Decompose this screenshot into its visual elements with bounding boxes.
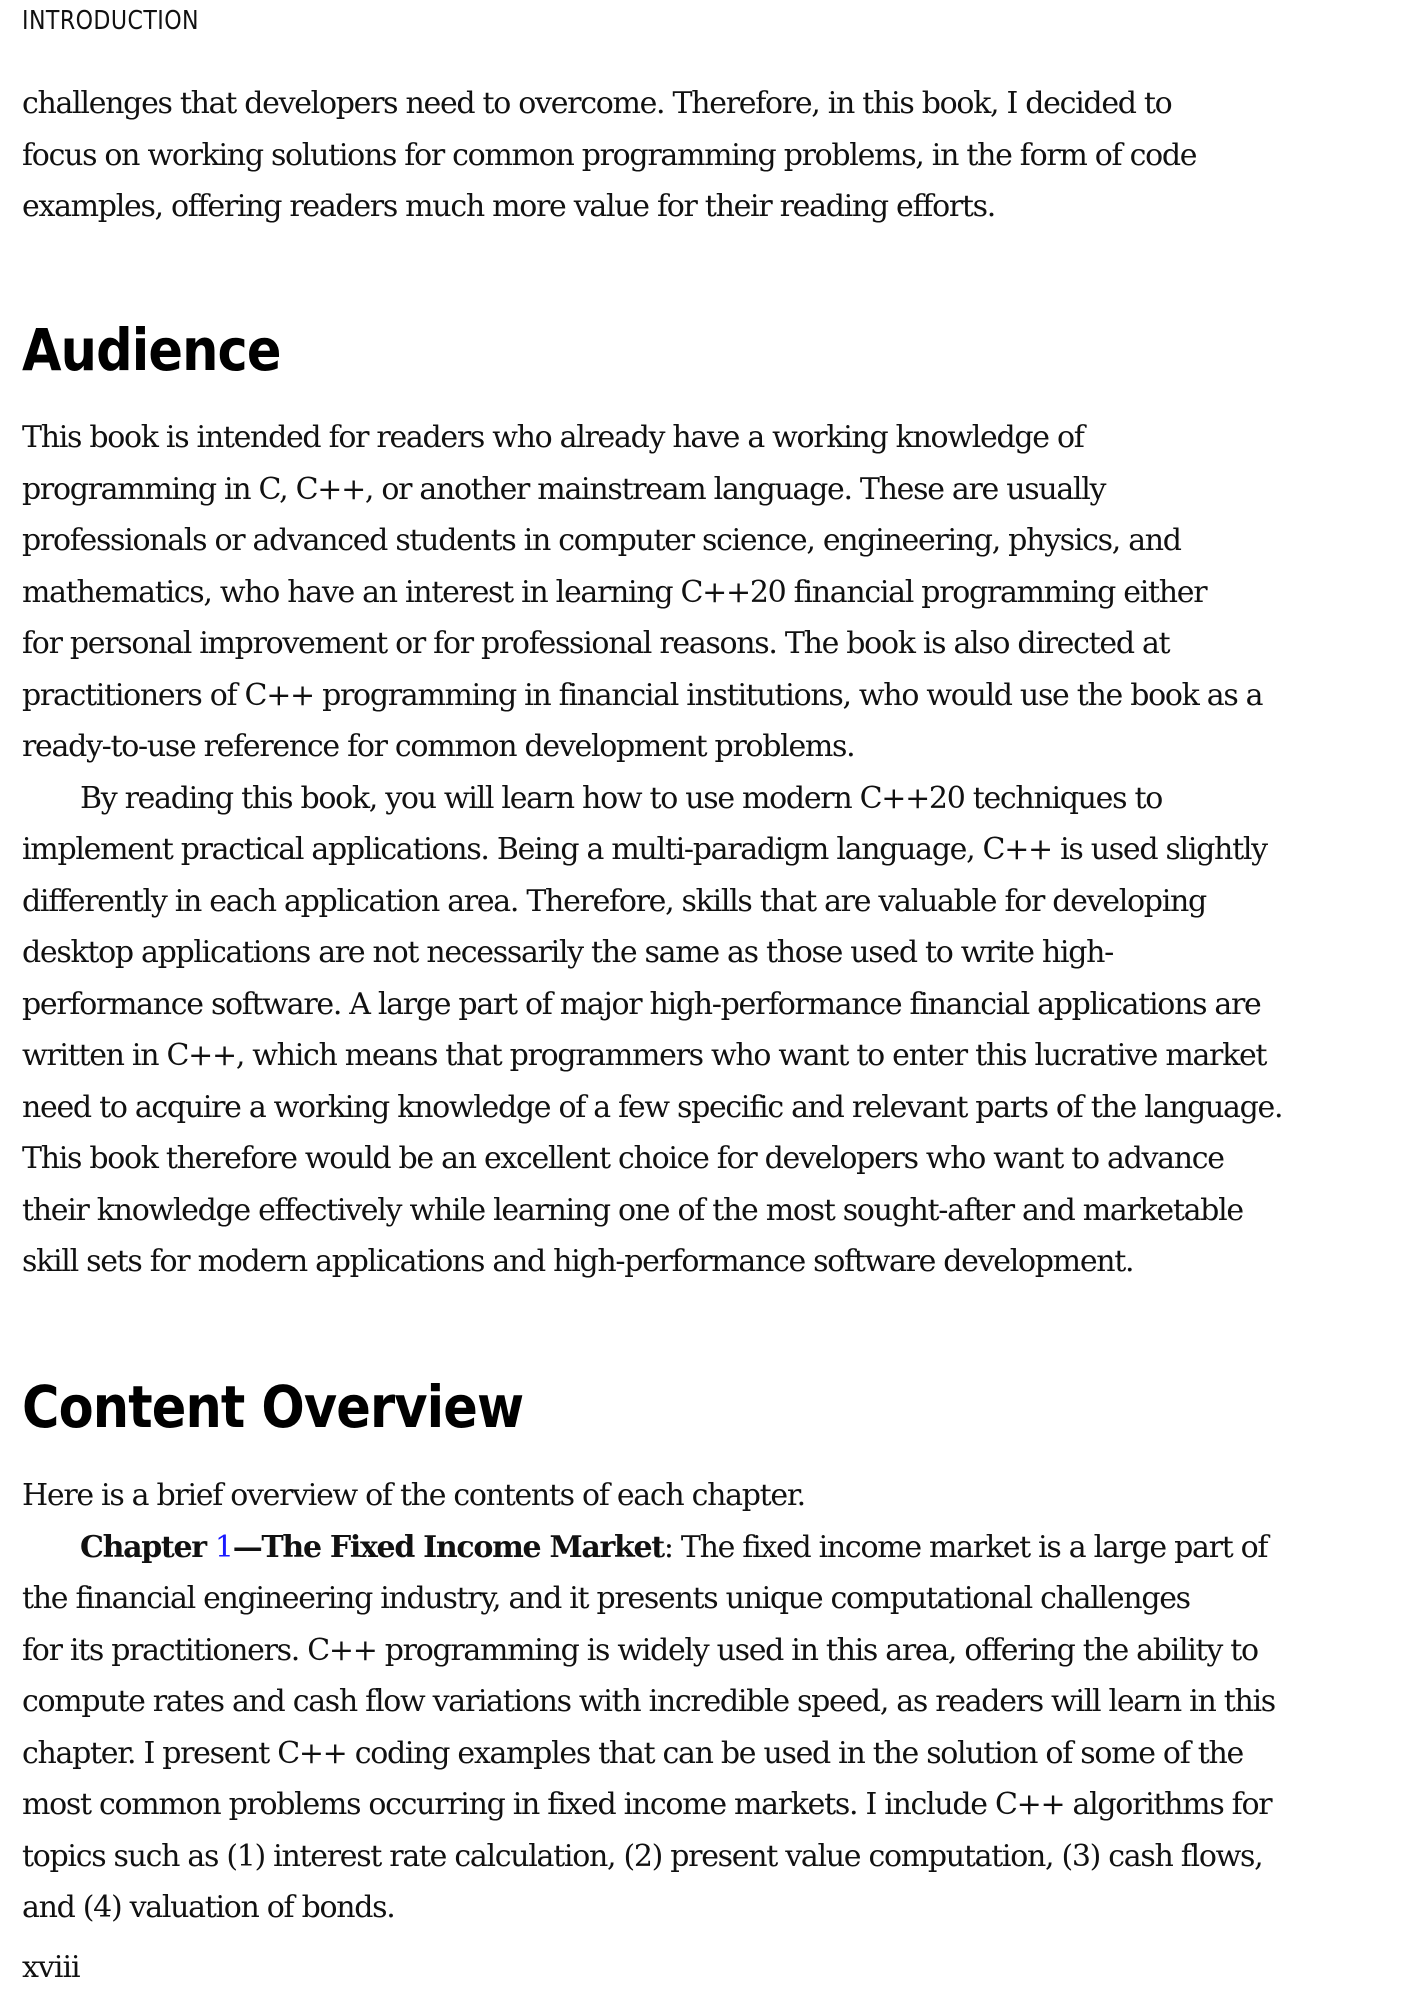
text-line: ready-to-use reference for common development problems.: [22, 729, 855, 764]
text-line: for personal improvement or for professional reasons. The book is also directed at: [22, 626, 1170, 661]
content-overview-heading: Content Overview: [22, 1373, 524, 1441]
running-head: INTRODUCTION: [22, 6, 199, 36]
text-line: the financial engineering industry, and it presents unique computational challenges: [22, 1581, 1190, 1616]
text-line: implement practical applications. Being a multi-paradigm language, C++ is used slightly: [22, 832, 1267, 867]
text-line: differently in each application area. Therefore, skills that are valuable for developing: [22, 883, 1206, 919]
text-line: professionals or advanced students in computer science, engineering, physics, and: [22, 523, 1181, 558]
text-line: and (4) valuation of bonds.: [22, 1890, 395, 1925]
text-line: examples, offering readers much more value for their reading efforts.: [22, 189, 996, 224]
text-line: This book is intended for readers who already have a working knowledge of: [22, 420, 1084, 455]
text-line: programming in C, C++, or another mainstream language. These are usually: [22, 471, 1106, 507]
text-line: most common problems occurring in fixed income markets. I include C++ algorithms for: [22, 1787, 1272, 1822]
text-line: written in C++, which means that programmers who want to enter this lucrative market: [22, 1038, 1267, 1073]
text-line: compute rates and cash flow variations with incredible speed, as readers will learn in this: [22, 1684, 1275, 1719]
text-line: focus on working solutions for common programming problems, in the form of code: [22, 137, 1197, 173]
chapter-label: [80, 1530, 664, 1565]
chapter-description-start: : The fixed income market is a large part of: [663, 1529, 1268, 1565]
page-number: xviii: [22, 1950, 80, 1985]
overview-intro: Here is a brief overview of the contents of each chapter.: [22, 1478, 805, 1513]
chapter-1-entry: [22, 1522, 1275, 1574]
text-line: mathematics, who have an interest in learning C++20 financial programming either: [22, 574, 1207, 610]
text-line: need to acquire a working knowledge of a few specific and relevant parts of the language.: [22, 1089, 1283, 1125]
chapter-title: —The Fixed Income Market: [232, 1529, 664, 1565]
text-line: their knowledge effectively while learning one of the most sought-after and marketable: [22, 1192, 1243, 1228]
audience-section: [22, 412, 1282, 1288]
text-line: By reading this book, you will learn how to use modern C++20 techniques to: [80, 780, 1162, 816]
text-line: practitioners of C++ programming in financial institutions, who would use the book as a: [22, 677, 1263, 713]
overview-section: [22, 1470, 1275, 1934]
chapter-1-link[interactable]: 1: [214, 1529, 233, 1565]
text-line: skill sets for modern applications and high-performance software development.: [22, 1244, 1134, 1279]
chapter-prefix: Chapter: [80, 1529, 215, 1565]
text-line: challenges that developers need to overcome. Therefore, in this book, I decided to: [22, 86, 1172, 121]
text-line: desktop applications are not necessarily the same as those used to write high-: [22, 935, 1113, 970]
intro-paragraph: [22, 78, 1196, 233]
audience-heading: Audience: [22, 316, 281, 384]
text-line: for its practitioners. C++ programming is widely used in this area, offering the ability to: [22, 1632, 1258, 1668]
text-line: topics such as (1) interest rate calculation, (2) present value computation, (3) cash flows,: [22, 1838, 1263, 1874]
text-line: This book therefore would be an excellent choice for developers who want to advance: [22, 1141, 1224, 1176]
text-line: performance software. A large part of major high-performance financial applications are: [22, 986, 1261, 1022]
text-line: chapter. I present C++ coding examples that can be used in the solution of some of the: [22, 1735, 1243, 1771]
